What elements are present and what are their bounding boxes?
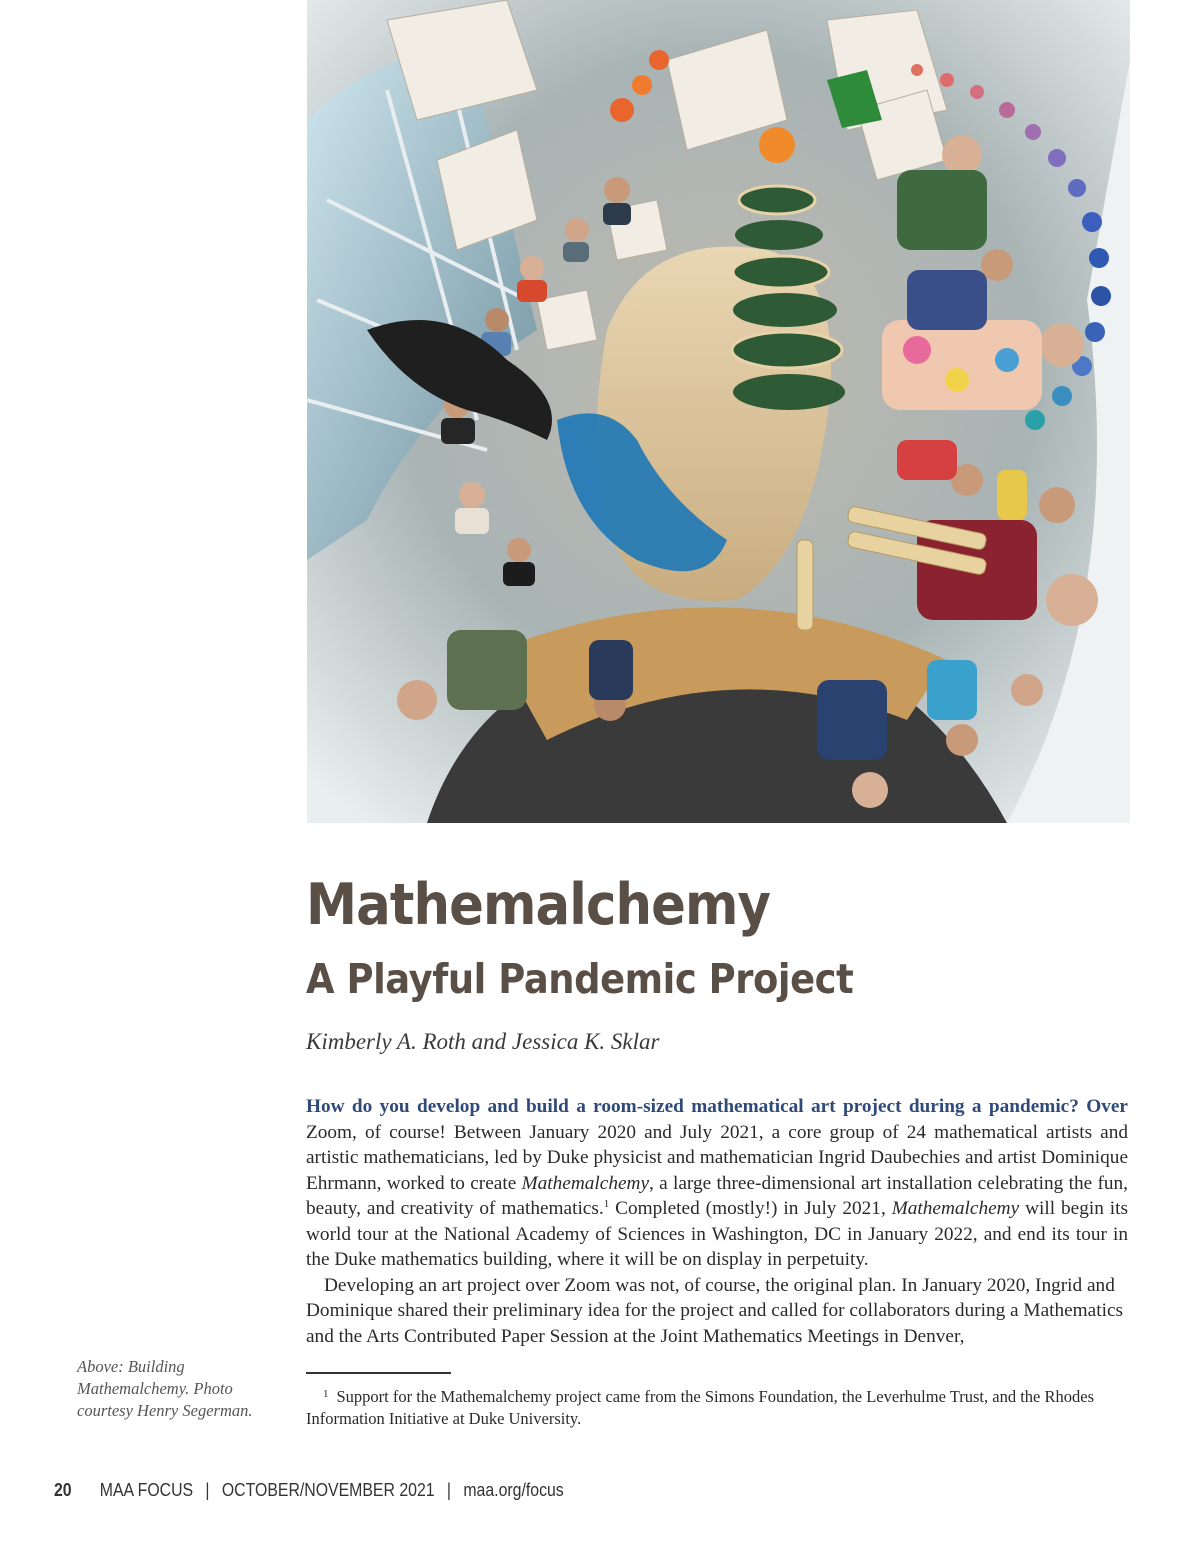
article-subtitle: A Playful Pandemic Project [306, 955, 854, 1003]
footer-separator: | [446, 1480, 452, 1500]
article-title: Mathemalchemy [306, 872, 771, 938]
page-number: 20 [54, 1480, 72, 1500]
footnote-divider [306, 1372, 451, 1374]
footnote-number: 1 [323, 1388, 329, 1400]
article-byline: Kimberly A. Roth and Jessica K. Sklar [306, 1029, 660, 1054]
photo-illustration [307, 0, 1130, 823]
footnote-reference[interactable]: 1 [603, 1198, 610, 1210]
photo-caption: Above: Building Mathemalchemy. Photo courtesy Henry Segerman. [77, 1357, 253, 1420]
footnote-text: Support for the Mathemalchemy project came from the Simons Foundation, the Leverhulme Trust, and the Rhodes Information Initiative at Duke University. [306, 1387, 1094, 1428]
paragraph-1-part-a: Zoom, of course! Between January 2020 and July 2021, a core group of 24 mathematical artists and artistic mathematicians, led by Duke physicist and mathematician Ingrid Daubechies and artist Dominique Ehrmann, worked to create [306, 1121, 1128, 1194]
paragraph-1-emphasis-2: Mathemalchemy [891, 1198, 1020, 1219]
cover-photo [307, 0, 1130, 823]
lead-sentence: How do you develop and build a room-sized mathematical art project during a pandemic? Over [306, 1096, 1128, 1117]
footer-url[interactable]: maa.org/focus [463, 1480, 564, 1500]
footer-separator: | [205, 1480, 210, 1500]
article-body [306, 1094, 1128, 1349]
paragraph-1-part-b: , a large three-dimensional art installation celebrating the fun, beauty, and creativity of mathematics. [306, 1172, 1128, 1219]
paragraph-1-part-d: will begin its world tour at the National Academy of Sciences in Washington, DC in January 2022, and end its tour in the Duke mathematics building, where it will be on display in perpetuity. [306, 1198, 1129, 1270]
paragraph-2: Developing an art project over Zoom was not, of course, the original plan. In January 2020, Ingrid and Dominique shared their preliminary idea for the project and called for collaborators during a Mathematics and the Arts Contributed Paper Session at the Joint Mathematics Meetings in Denver, [306, 1274, 1124, 1347]
footnote [306, 1383, 1128, 1430]
issue-date: OCTOBER/NOVEMBER 2021 [221, 1480, 435, 1500]
paragraph-1-emphasis-1: Mathemalchemy [521, 1172, 649, 1194]
paragraph-1 [306, 1094, 1128, 1273]
paragraph-1-part-c: Completed (mostly!) in July 2021, [609, 1198, 892, 1219]
page-footer [54, 1480, 564, 1501]
publication-name: MAA FOCUS [99, 1480, 194, 1500]
